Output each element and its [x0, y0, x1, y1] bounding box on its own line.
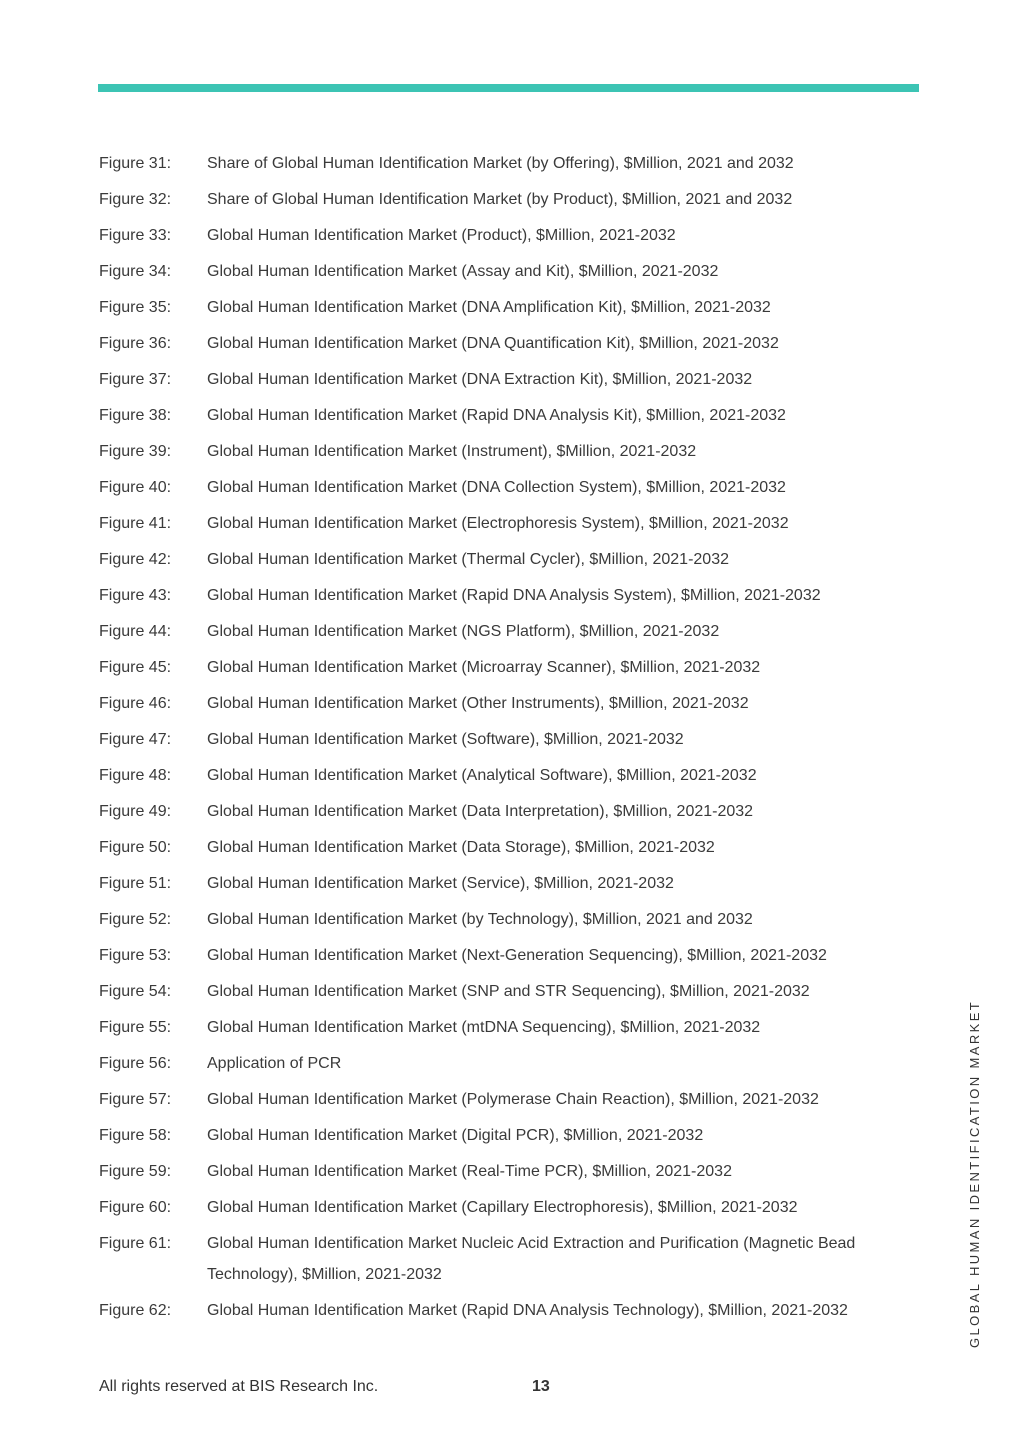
figure-entry	[99, 832, 919, 863]
figure-title: Global Human Identification Market (Other Instruments), $Million, 2021-2032	[207, 695, 749, 712]
figure-entry	[99, 724, 919, 755]
figure-number: Figure 42:	[99, 551, 172, 568]
figure-title: Global Human Identification Market (Microarray Scanner), $Million, 2021-2032	[207, 659, 761, 676]
figure-number: Figure 62:	[99, 1302, 172, 1319]
figure-number: Figure 55:	[99, 1019, 172, 1036]
figure-number: Figure 46:	[99, 695, 172, 712]
figure-entry	[99, 328, 919, 359]
figure-number: Figure 31:	[99, 155, 172, 172]
figure-entry	[99, 436, 919, 467]
figure-number: Figure 47:	[99, 731, 172, 748]
figure-number: Figure 61:	[99, 1235, 172, 1252]
figure-number: Figure 54:	[99, 983, 172, 1000]
figure-title: Global Human Identification Market (Assay and Kit), $Million, 2021-2032	[207, 263, 719, 280]
figure-entry	[99, 976, 919, 1007]
figure-entry	[99, 400, 919, 431]
figure-number: Figure 59:	[99, 1163, 172, 1180]
figure-title: Share of Global Human Identification Market (by Offering), $Million, 2021 and 2032	[207, 155, 794, 172]
figure-title: Global Human Identification Market (SNP and STR Sequencing), $Million, 2021-2032	[207, 983, 810, 1000]
figure-title: Global Human Identification Market (mtDNA Sequencing), $Million, 2021-2032	[207, 1019, 761, 1036]
figure-title: Global Human Identification Market (Service), $Million, 2021-2032	[207, 875, 674, 892]
figure-entry	[99, 940, 919, 971]
figure-title: Global Human Identification Market (Digital PCR), $Million, 2021-2032	[207, 1127, 704, 1144]
page-number: 13	[532, 1378, 550, 1395]
figure-title: Global Human Identification Market (DNA Extraction Kit), $Million, 2021-2032	[207, 371, 753, 388]
figure-number: Figure 51:	[99, 875, 172, 892]
figure-entry	[99, 580, 919, 611]
figure-entry	[99, 616, 919, 647]
figure-entry	[99, 1156, 919, 1187]
figure-entry	[99, 760, 919, 791]
figure-entry	[99, 148, 919, 179]
figure-entry	[99, 508, 919, 539]
figure-number: Figure 32:	[99, 191, 172, 208]
figure-title: Global Human Identification Market (Electrophoresis System), $Million, 2021-2032	[207, 515, 789, 532]
figure-number: Figure 41:	[99, 515, 172, 532]
figure-title: Global Human Identification Market (Real-Time PCR), $Million, 2021-2032	[207, 1163, 732, 1180]
figure-title: Global Human Identification Market (Next-Generation Sequencing), $Million, 2021-2032	[207, 947, 827, 964]
figure-title: Global Human Identification Market (Data Interpretation), $Million, 2021-2032	[207, 803, 754, 820]
figure-number: Figure 56:	[99, 1055, 172, 1072]
figure-title: Global Human Identification Market (Product), $Million, 2021-2032	[207, 227, 676, 244]
figure-entry	[99, 1120, 919, 1151]
figure-title: Global Human Identification Market (Polymerase Chain Reaction), $Million, 2021-2032	[207, 1091, 819, 1108]
figure-number: Figure 44:	[99, 623, 172, 640]
figure-title: Global Human Identification Market (Analytical Software), $Million, 2021-2032	[207, 767, 757, 784]
figure-entry	[99, 292, 919, 323]
figure-entry	[99, 1228, 919, 1290]
figure-number: Figure 50:	[99, 839, 172, 856]
figure-entry	[99, 472, 919, 503]
figure-number: Figure 58:	[99, 1127, 172, 1144]
figure-entry	[99, 868, 919, 899]
figure-number: Figure 35:	[99, 299, 172, 316]
figure-number: Figure 57:	[99, 1091, 172, 1108]
figure-title: Global Human Identification Market (Rapid DNA Analysis Technology), $Million, 2021-2032	[207, 1302, 848, 1319]
footer-copyright: All rights reserved at BIS Research Inc.	[99, 1378, 379, 1395]
figure-number: Figure 48:	[99, 767, 172, 784]
figure-title: Application of PCR	[207, 1055, 342, 1072]
figure-number: Figure 40:	[99, 479, 172, 496]
figure-entry	[99, 544, 919, 575]
figure-number: Figure 33:	[99, 227, 172, 244]
figure-title: Global Human Identification Market (Thermal Cycler), $Million, 2021-2032	[207, 551, 729, 568]
figure-entry	[99, 220, 919, 251]
figure-title: Global Human Identification Market (Rapid DNA Analysis System), $Million, 2021-2032	[207, 587, 821, 604]
figure-entry	[99, 364, 919, 395]
figure-number: Figure 45:	[99, 659, 172, 676]
figure-number: Figure 43:	[99, 587, 172, 604]
figure-number: Figure 53:	[99, 947, 172, 964]
figure-title: Global Human Identification Market (NGS Platform), $Million, 2021-2032	[207, 623, 720, 640]
figure-number: Figure 49:	[99, 803, 172, 820]
figure-number: Figure 52:	[99, 911, 172, 928]
figure-title: Global Human Identification Market (Capillary Electrophoresis), $Million, 2021-2032	[207, 1199, 798, 1216]
figure-title: Global Human Identification Market (Rapid DNA Analysis Kit), $Million, 2021-2032	[207, 407, 786, 424]
figure-number: Figure 34:	[99, 263, 172, 280]
figure-title: Share of Global Human Identification Market (by Product), $Million, 2021 and 2032	[207, 191, 793, 208]
figure-title: Global Human Identification Market (Data Storage), $Million, 2021-2032	[207, 839, 715, 856]
figure-entry	[99, 184, 919, 215]
figure-number: Figure 39:	[99, 443, 172, 460]
figure-title: Global Human Identification Market (DNA Amplification Kit), $Million, 2021-2032	[207, 299, 771, 316]
figure-entry	[99, 652, 919, 683]
figure-entry	[99, 1084, 919, 1115]
figure-title: Global Human Identification Market (Instrument), $Million, 2021-2032	[207, 443, 697, 460]
figure-title: Global Human Identification Market (Software), $Million, 2021-2032	[207, 731, 684, 748]
list-of-figures	[99, 148, 919, 1331]
figure-title: Global Human Identification Market (by Technology), $Million, 2021 and 2032	[207, 911, 753, 928]
figure-entry	[99, 904, 919, 935]
figure-entry	[99, 1295, 919, 1326]
header-accent-rule	[98, 84, 919, 92]
figure-entry	[99, 688, 919, 719]
figure-entry	[99, 256, 919, 287]
side-running-title: GLOBAL HUMAN IDENTIFICATION MARKET	[967, 999, 982, 1348]
figure-title: Global Human Identification Market Nucleic Acid Extraction and Purification (Magnetic Bead Technology), $Million, 2021-2032	[207, 1235, 856, 1283]
figure-entry	[99, 796, 919, 827]
figure-entry	[99, 1192, 919, 1223]
figure-title: Global Human Identification Market (DNA Quantification Kit), $Million, 2021-2032	[207, 335, 779, 352]
figure-entry	[99, 1012, 919, 1043]
figure-number: Figure 37:	[99, 371, 172, 388]
figure-entry	[99, 1048, 919, 1079]
figure-number: Figure 36:	[99, 335, 172, 352]
figure-number: Figure 60:	[99, 1199, 172, 1216]
figure-title: Global Human Identification Market (DNA Collection System), $Million, 2021-2032	[207, 479, 786, 496]
figure-number: Figure 38:	[99, 407, 172, 424]
